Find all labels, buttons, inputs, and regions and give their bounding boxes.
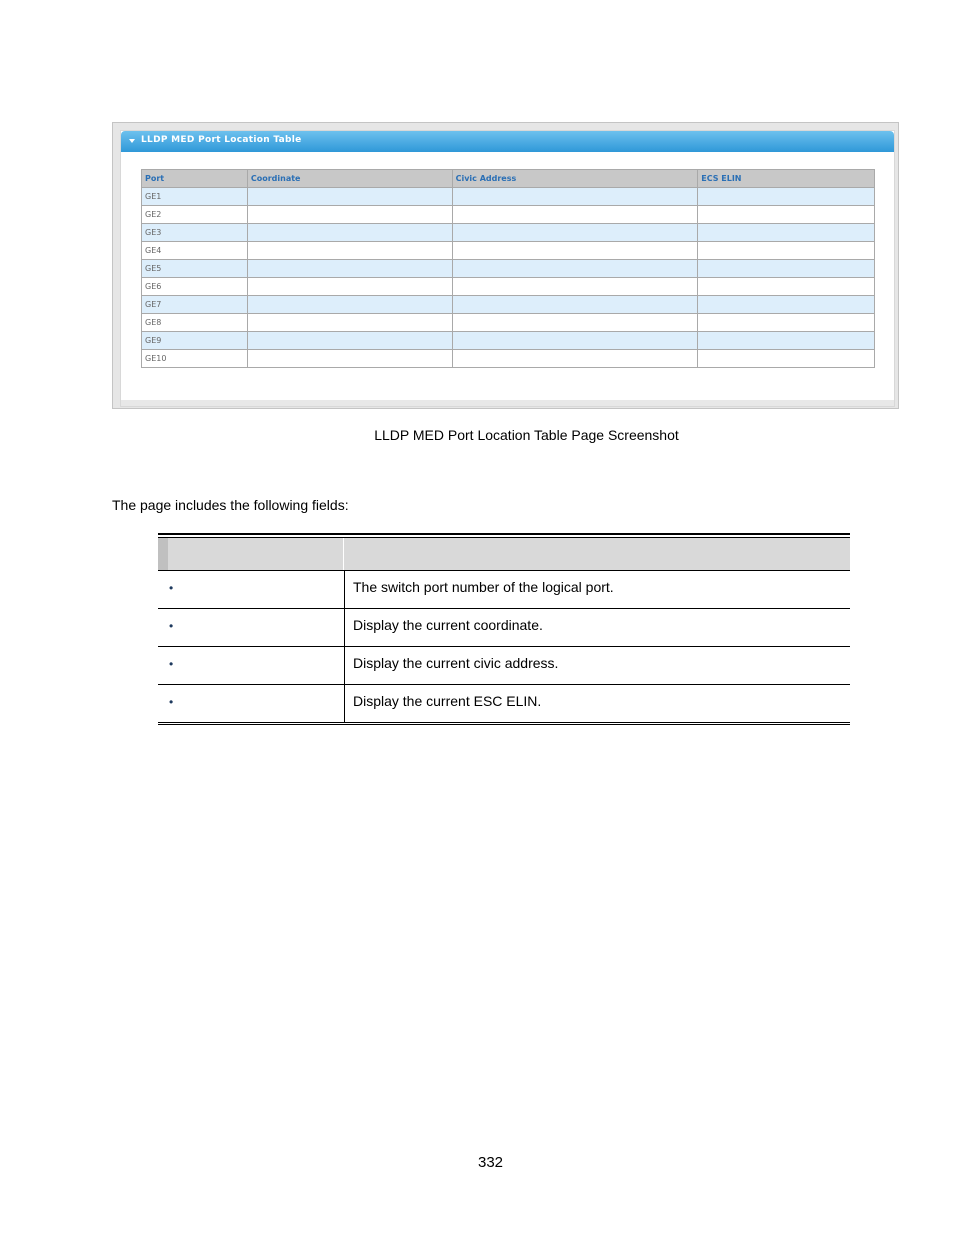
ecs-elin-cell (698, 278, 875, 296)
coordinate-cell (247, 350, 452, 368)
screenshot-frame (112, 122, 899, 409)
civic-address-cell (452, 332, 698, 350)
ecs-elin-cell (698, 224, 875, 242)
ecs-elin-cell (698, 296, 875, 314)
port-cell: GE7 (142, 296, 248, 314)
civic-address-cell (452, 224, 698, 242)
description-header (344, 538, 850, 570)
table-row (142, 332, 875, 350)
table-row (142, 188, 875, 206)
coordinate-cell (247, 260, 452, 278)
ecs-elin-cell (698, 188, 875, 206)
bullet-icon: • (169, 619, 174, 633)
column-header-civic-address: Civic Address (452, 170, 698, 188)
fields-table-header (158, 537, 850, 570)
civic-address-cell (452, 242, 698, 260)
panel-header[interactable] (121, 131, 894, 152)
coordinate-cell (247, 242, 452, 260)
field-description: Display the current ESC ELIN. (353, 693, 542, 709)
table-row (142, 278, 875, 296)
ecs-elin-cell (698, 314, 875, 332)
panel-footer (121, 400, 894, 406)
fields-table (158, 533, 850, 725)
coordinate-cell (247, 314, 452, 332)
civic-address-cell (452, 278, 698, 296)
field-description: Display the current civic address. (353, 655, 559, 671)
column-header-coordinate: Coordinate (247, 170, 452, 188)
ecs-elin-cell (698, 332, 875, 350)
ecs-elin-cell (698, 206, 875, 224)
port-cell: GE10 (142, 350, 248, 368)
civic-address-cell (452, 296, 698, 314)
field-row (158, 646, 850, 684)
ecs-elin-cell (698, 350, 875, 368)
civic-address-cell (452, 314, 698, 332)
table-row (142, 260, 875, 278)
ecs-elin-cell (698, 242, 875, 260)
coordinate-cell (247, 332, 452, 350)
coordinate-cell (247, 224, 452, 242)
table-row (142, 296, 875, 314)
port-cell: GE6 (142, 278, 248, 296)
table-row (142, 350, 875, 368)
lldp-med-port-location-panel (120, 130, 895, 407)
field-description: Display the current coordinate. (353, 617, 543, 633)
port-cell: GE9 (142, 332, 248, 350)
bullet-icon: • (169, 581, 174, 595)
coordinate-cell (247, 278, 452, 296)
intro-text: The page includes the following fields: (112, 497, 349, 513)
figure-caption: LLDP MED Port Location Table Page Screenshot (374, 427, 679, 443)
table-row (142, 206, 875, 224)
port-cell: GE4 (142, 242, 248, 260)
port-cell: GE8 (142, 314, 248, 332)
port-cell: GE1 (142, 188, 248, 206)
port-cell: GE2 (142, 206, 248, 224)
field-row (158, 608, 850, 646)
page-number: 332 (477, 1154, 504, 1171)
civic-address-cell (452, 260, 698, 278)
civic-address-cell (452, 350, 698, 368)
civic-address-cell (452, 188, 698, 206)
object-header (158, 538, 344, 570)
table-row (142, 314, 875, 332)
civic-address-cell (452, 206, 698, 224)
coordinate-cell (247, 206, 452, 224)
column-header-ecs-elin: ECS ELIN (698, 170, 875, 188)
port-cell: GE5 (142, 260, 248, 278)
field-row (158, 684, 850, 722)
table-row (142, 242, 875, 260)
column-header-port: Port (142, 170, 248, 188)
coordinate-cell (247, 296, 452, 314)
port-cell: GE3 (142, 224, 248, 242)
ecs-elin-cell (698, 260, 875, 278)
panel-title: LLDP MED Port Location Table (141, 135, 302, 145)
port-location-table (141, 169, 875, 368)
bullet-icon: • (169, 657, 174, 671)
table-row (142, 224, 875, 242)
field-row (158, 570, 850, 608)
field-description: The switch port number of the logical port. (353, 579, 614, 595)
collapse-arrow-icon[interactable] (129, 139, 135, 143)
coordinate-cell (247, 188, 452, 206)
bullet-icon: • (169, 695, 174, 709)
